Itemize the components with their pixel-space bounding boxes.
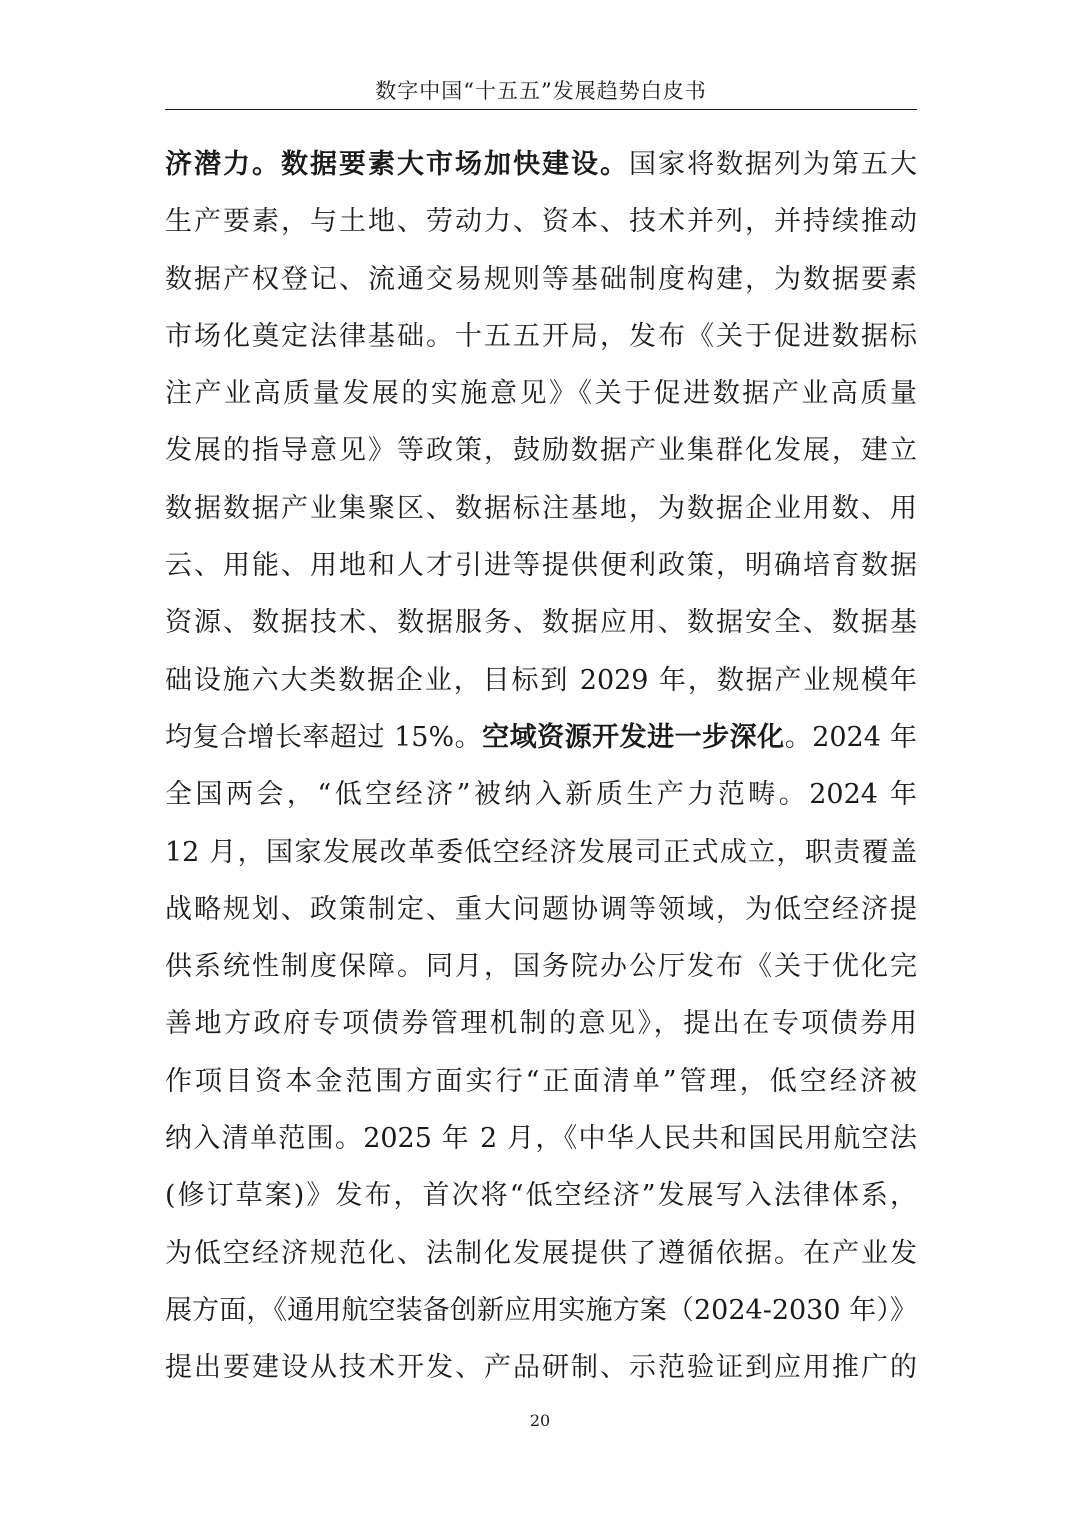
paragraph-text: 作项目资本金范围方面实行“正面清单”管理，低空经济被: [165, 1065, 917, 1097]
text-line: [165, 308, 917, 365]
text-line: [165, 537, 917, 594]
text-line: [165, 766, 917, 823]
running-header: 数字中国“十五五”发展趋势白皮书: [375, 79, 707, 103]
header-rule: [165, 109, 917, 110]
paragraph-text: 供系统性制度保障。同月，国务院办公厅发布《关于优化完: [165, 951, 917, 983]
text-line: [165, 193, 917, 250]
paragraph-text: 生产要素，与土地、劳动力、资本、技术并列，并持续推动: [165, 206, 917, 238]
text-line: [165, 1053, 917, 1110]
paragraph-text: 全国两会，“低空经济”被纳入新质生产力范畴。2024 年: [165, 779, 917, 811]
text-line: [165, 652, 917, 709]
page-number: 20: [529, 1411, 551, 1430]
paragraph-text: 提出要建设从技术开发、产品研制、示范验证到应用推广的: [165, 1352, 917, 1384]
paragraph-text: 础设施六大类数据企业，目标到 2029 年，数据产业规模年: [165, 664, 917, 696]
text-line: [165, 1282, 917, 1339]
text-line: [165, 1110, 917, 1167]
text-line: [165, 824, 917, 881]
paragraph-text: 数据数据产业集聚区、数据标注基地，为数据企业用数、用: [165, 492, 917, 524]
bold-heading-text: 济潜力。数据要素大市场加快建设。: [165, 149, 629, 180]
text-line: [165, 995, 917, 1052]
text-line: [165, 938, 917, 995]
paragraph-text: 均复合增长率超过 15%。: [165, 721, 483, 753]
text-line: [165, 422, 917, 479]
text-line: [165, 881, 917, 938]
text-line: [165, 1339, 917, 1396]
text-line: [165, 1225, 917, 1282]
paragraph-text: 发展的指导意见》等政策，鼓励数据产业集群化发展，建立: [165, 435, 917, 467]
text-line: [165, 594, 917, 651]
paragraph-text: 资源、数据技术、数据服务、数据应用、数据安全、数据基: [165, 607, 917, 639]
paragraph-text: 12 月，国家发展改革委低空经济发展司正式成立，职责覆盖: [165, 836, 917, 868]
text-line: [165, 709, 917, 766]
body-text: [165, 136, 917, 1397]
paragraph-text: 。2024 年: [784, 721, 917, 753]
text-line: [165, 480, 917, 537]
paragraph-text: (修订草案)》发布，首次将“低空经济”发展写入法律体系，: [165, 1180, 917, 1212]
text-line: [165, 1167, 917, 1224]
text-line: [165, 251, 917, 308]
paragraph-text: 数据产权登记、流通交易规则等基础制度构建，为数据要素: [165, 263, 917, 295]
paragraph-text: 善地方政府专项债券管理机制的意见》，提出在专项债券用: [165, 1008, 917, 1040]
paragraph-text: 云、用能、用地和人才引进等提供便利政策，明确培育数据: [165, 550, 917, 582]
paragraph-text: 为低空经济规范化、法制化发展提供了遵循依据。在产业发: [165, 1237, 917, 1269]
paragraph-text: 市场化奠定法律基础。十五五开局，发布《关于促进数据标: [165, 320, 917, 352]
paragraph-text: 纳入清单范围。2025 年 2 月，《中华人民共和国民用航空法: [165, 1123, 917, 1155]
paragraph-text: 展方面，《通用航空装备创新应用实施方案（2024-2030 年）》: [165, 1294, 917, 1326]
paragraph-text: 战略规划、政策制定、重大问题协调等领域，为低空经济提: [165, 893, 917, 925]
bold-heading-text: 空域资源开发进一步深化: [482, 721, 785, 753]
paragraph-text: 注产业高质量发展的实施意见》《关于促进数据产业高质量: [165, 378, 917, 410]
text-line: [165, 365, 917, 422]
text-line: [165, 136, 917, 193]
paragraph-text: 国家将数据列为第五大: [629, 149, 917, 180]
